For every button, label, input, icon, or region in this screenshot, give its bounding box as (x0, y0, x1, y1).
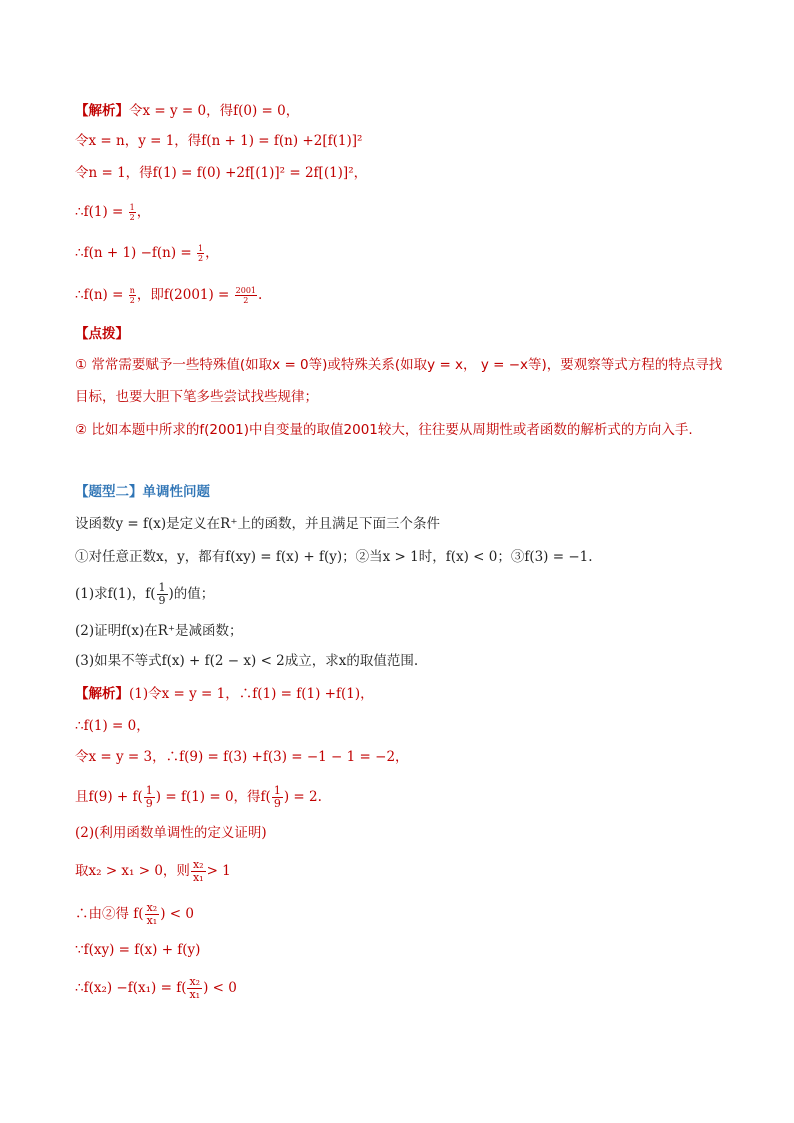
fraction (235, 286, 257, 305)
denominator: x₁ (146, 914, 158, 927)
fraction (144, 785, 155, 810)
numerator: 1 (273, 784, 281, 797)
fraction (191, 859, 206, 884)
analysis-label: 【解析】 (75, 103, 129, 119)
denominator: x₁ (189, 988, 201, 1001)
denominator: 9 (158, 594, 166, 607)
tip-point2: ② 比如本题中所求的f(2001)中自变量的取值2001较大，往往要从周期性或者函数的解析式的方向入手. (75, 422, 693, 438)
denominator: 9 (145, 797, 153, 810)
fraction (272, 785, 283, 810)
denominator: 2 (129, 213, 135, 222)
analysis2-line1 (75, 684, 374, 704)
eq-prefix: ∴f(x₂) −f(x₁) = f( (75, 980, 187, 996)
eq-suffix: )的值； (168, 586, 215, 602)
fraction (145, 902, 160, 927)
numerator: x₂ (189, 975, 201, 988)
tip-point1-line2: 目标，也要大胆下笔多些尝试找些规律； (75, 389, 318, 405)
analysis2-line2: ∴f(1) = 0， (75, 718, 150, 734)
eq-middle: ) = f(1) = 0，得f( (155, 789, 271, 805)
denominator: 2 (129, 296, 135, 305)
eq-suffix: ) = 2. (283, 789, 322, 805)
denominator: 2 (243, 296, 249, 305)
question-part2: (2)证明f(x)在R⁺是减函数； (75, 623, 243, 639)
analysis2-line4 (75, 785, 322, 810)
numerator: 1 (158, 581, 166, 594)
numerator: 1 (129, 203, 135, 212)
analysis2-text1: (1)令x = y = 1，∴f(1) = f(1) +f(1)， (129, 686, 374, 702)
fraction (157, 582, 168, 607)
eq-prefix: 且f(9) + f( (75, 789, 143, 805)
numerator: x₂ (146, 901, 158, 914)
numerator: x₂ (192, 858, 204, 871)
analysis2-line3: 令x = y = 3，∴f(9) = f(3) +f(3) = −1 − 1 = −2， (75, 749, 409, 765)
analysis1-text1: 令x = y = 0，得f(0) = 0， (129, 103, 300, 119)
numerator: 1 (145, 784, 153, 797)
denominator: 9 (273, 797, 281, 810)
fraction (129, 286, 136, 305)
eq-prefix: ∴f(n + 1) −f(n) = (75, 245, 197, 261)
question-line2: ①对任意正数x，y，都有f(xy) = f(x) + f(y)；②当x > 1时，f(x) < 0；③f(3) = −1. (75, 549, 593, 565)
analysis2-line9 (75, 976, 237, 1001)
analysis1-line4 (75, 202, 150, 222)
eq-suffix: ) < 0 (203, 980, 237, 996)
numerator: 2001 (235, 286, 257, 295)
eq-suffix: ， (205, 245, 219, 261)
analysis1-line1 (75, 101, 299, 121)
analysis1-line5 (75, 243, 219, 263)
eq-middle: ，即f(2001) = (136, 287, 234, 303)
analysis-label: 【解析】 (75, 686, 129, 702)
analysis2-line8: ∵f(xy) = f(x) + f(y) (75, 942, 201, 958)
section-title: 【题型二】单调性问题 (75, 484, 210, 500)
analysis1-line3: 令n = 1，得f(1) = f(0) +2f[(1)]² = 2f[(1)]²， (75, 165, 368, 181)
analysis2-line6 (75, 859, 231, 884)
analysis2-line7 (75, 902, 194, 927)
eq-prefix: 取x₂ > x₁ > 0，则 (75, 863, 190, 879)
eq-prefix: ∴f(n) = (75, 287, 128, 303)
question-part3: (3)如果不等式f(x) + f(2 − x) < 2成立，求x的取值范围. (75, 653, 419, 669)
numerator: 1 (198, 244, 204, 253)
denominator: x₁ (192, 871, 204, 884)
question-part1 (75, 582, 214, 607)
analysis1-line2: 令x = n，y = 1，得f(n + 1) = f(n) +2[f(1)]² (75, 133, 363, 149)
eq-prefix: ∴由②得 f( (75, 906, 144, 922)
eq-suffix: . (258, 287, 263, 303)
question-line1: 设函数y = f(x)是定义在R⁺上的函数，并且满足下面三个条件 (75, 516, 440, 532)
eq-prefix: (1)求f(1)，f( (75, 586, 156, 602)
numerator: n (129, 286, 135, 295)
eq-prefix: ∴f(1) = (75, 204, 128, 220)
tip-label: 【点拨】 (75, 326, 129, 342)
tip-point1-line1: ① 常常需要赋予一些特殊值(如取x = 0等)或特殊关系(如取y = x， y = −x等)，要观察等式方程的特点寻找 (75, 357, 723, 373)
fraction (187, 976, 202, 1001)
analysis2-line5: (2)(利用函数单调性的定义证明) (75, 825, 267, 841)
eq-suffix: > 1 (206, 863, 231, 879)
fraction (197, 244, 204, 263)
eq-suffix: ) < 0 (160, 906, 194, 922)
analysis1-line6 (75, 285, 262, 305)
fraction (129, 203, 136, 222)
eq-suffix: ， (136, 204, 151, 220)
denominator: 2 (198, 254, 204, 263)
